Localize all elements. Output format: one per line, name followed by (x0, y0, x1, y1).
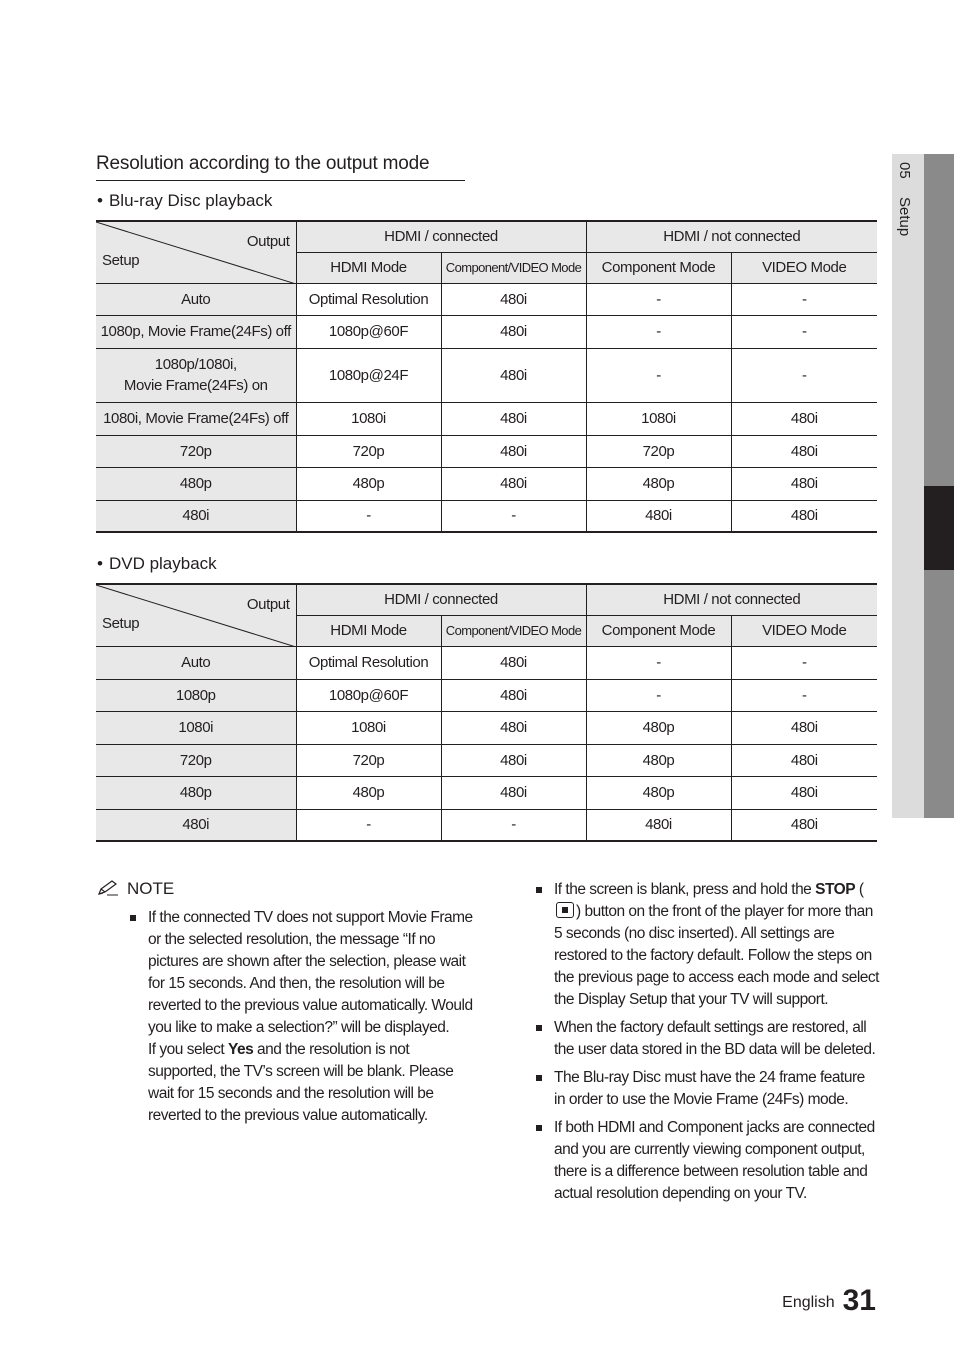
sub-header-component-video-mode: Component/VIDEO Mode (441, 252, 586, 283)
note-text-part: If the screen is blank, press and hold the (554, 881, 816, 898)
note-item: When the factory default settings are restored, all the user data stored in the BD data will be deleted. (536, 1017, 879, 1061)
hdmi-mode-cell: 720p (296, 435, 441, 467)
hdmi-mode-cell: - (296, 809, 441, 841)
note-text: If the connected TV does not support Movie Frame or the selected resolution, the message “If no pictures are shown after the selection, please wait for 15 seconds. And then, the resolution will be reverted to the previous value automatically. Would you like to make a selection?” will be displayed. (148, 909, 473, 1036)
setup-cell: 1080i (96, 711, 296, 744)
video-mode-cell: - (731, 348, 877, 402)
component-mode-cell: 480p (586, 467, 731, 500)
table-row (96, 467, 877, 500)
setup-cell: 480i (96, 500, 296, 532)
hdmi-mode-cell: 1080p@60F (296, 315, 441, 348)
component-mode-cell: - (586, 315, 731, 348)
video-mode-cell: 480i (731, 744, 877, 776)
setup-cell: 720p (96, 744, 296, 776)
notes-right-column (536, 879, 879, 1211)
video-mode-cell: - (731, 679, 877, 711)
hdmi-mode-cell: Optimal Resolution (296, 283, 441, 315)
note-item: The Blu-ray Disc must have the 24 frame feature in order to use the Movie Frame (24Fs) mode. (536, 1067, 879, 1111)
note-text-part: button on the front of the player for more than 5 seconds (no disc inserted). All settings are restored to the factory default. Follow the steps on the previous page to access each mode and select the Display Setup that your TV will support. (554, 903, 879, 1008)
note-text-part: ( (855, 881, 864, 898)
table-row (96, 776, 877, 809)
hdmi-mode-cell: 1080i (296, 402, 441, 435)
component-video-mode-cell: 480i (441, 348, 586, 402)
video-mode-cell: 480i (731, 467, 877, 500)
setup-cell: 480p (96, 776, 296, 809)
note-label: NOTE (127, 879, 175, 898)
notes-left-column (130, 907, 473, 1133)
group-header-hdmi-not-connected: HDMI / not connected (586, 584, 877, 615)
sub-header-video-mode: VIDEO Mode (731, 252, 877, 283)
hdmi-mode-cell: 1080p@24F (296, 348, 441, 402)
hdmi-mode-cell: 1080i (296, 711, 441, 744)
bluray-resolution-table (96, 220, 877, 533)
hdmi-mode-cell: 480p (296, 776, 441, 809)
chapter-title: Setup (896, 196, 913, 237)
video-mode-cell: 480i (731, 711, 877, 744)
setup-cell: 1080i, Movie Frame(24Fs) off (96, 402, 296, 435)
sub-header-video-mode: VIDEO Mode (731, 615, 877, 646)
hdmi-mode-cell: - (296, 500, 441, 532)
note-text-part: and the resolution is not supported, the TV’s screen will be blank. Please wait for 15 seconds and the resolution will be reverted to the previous value automatically. (148, 1041, 454, 1124)
bluray-heading-text: Blu-ray Disc playback (108, 191, 273, 210)
component-video-mode-cell: - (441, 500, 586, 532)
video-mode-cell: - (731, 283, 877, 315)
hdmi-mode-cell: Optimal Resolution (296, 646, 441, 679)
setup-cell: 1080p, Movie Frame(24Fs) off (96, 315, 296, 348)
corner-output-label: Output (246, 233, 290, 250)
component-video-mode-cell: 480i (441, 679, 586, 711)
side-tab-strip (924, 154, 954, 818)
table-row (96, 402, 877, 435)
component-mode-cell: 480p (586, 744, 731, 776)
bluray-heading (97, 191, 272, 211)
setup-cell: 1080p/1080i, Movie Frame(24Fs) on (96, 348, 296, 402)
table-row (96, 711, 877, 744)
component-mode-cell: 480p (586, 776, 731, 809)
note-text-part: ) (576, 903, 581, 920)
corner-setup-label: Setup (102, 251, 140, 269)
setup-cell: Auto (96, 646, 296, 679)
video-mode-cell: - (731, 315, 877, 348)
note-text (148, 1039, 473, 1127)
component-video-mode-cell: - (441, 809, 586, 841)
setup-cell: Auto (96, 283, 296, 315)
setup-cell: 1080p (96, 679, 296, 711)
component-video-mode-cell: 480i (441, 467, 586, 500)
video-mode-cell: - (731, 646, 877, 679)
corner-output-label: Output (246, 596, 290, 613)
stop-button-icon (556, 902, 574, 918)
note-item: If both HDMI and Component jacks are connected and you are currently viewing component output, there is a difference between resolution table and actual resolution depending on your TV. (536, 1117, 879, 1205)
sub-header-component-mode: Component Mode (586, 252, 731, 283)
table-row (96, 744, 877, 776)
section-title: Resolution according to the output mode (96, 153, 465, 181)
video-mode-cell: 480i (731, 435, 877, 467)
component-video-mode-cell: 480i (441, 283, 586, 315)
component-mode-cell: 1080i (586, 402, 731, 435)
bluray-table-body (96, 283, 877, 532)
component-mode-cell: - (586, 283, 731, 315)
component-mode-cell: 480i (586, 809, 731, 841)
dvd-heading (97, 554, 217, 574)
table-row (96, 646, 877, 679)
dvd-heading-text: DVD playback (108, 554, 217, 573)
table-row (96, 348, 877, 402)
footer-language: English (782, 1294, 835, 1311)
note-text-part: If you select (148, 1041, 229, 1058)
pencil-note-icon (97, 880, 121, 901)
setup-cell: 480i (96, 809, 296, 841)
dvd-resolution-table (96, 583, 877, 842)
video-mode-cell: 480i (731, 500, 877, 532)
chapter-number: 05 (896, 162, 913, 179)
hdmi-mode-cell: 1080p@60F (296, 679, 441, 711)
video-mode-cell: 480i (731, 776, 877, 809)
table-corner-header (96, 584, 296, 646)
side-tab-label (896, 162, 913, 250)
group-header-hdmi-connected: HDMI / connected (296, 584, 586, 615)
group-header-hdmi-not-connected: HDMI / not connected (586, 221, 877, 252)
component-video-mode-cell: 480i (441, 776, 586, 809)
table-corner-header (96, 221, 296, 283)
group-header-hdmi-connected: HDMI / connected (296, 221, 586, 252)
yes-keyword: Yes (228, 1041, 254, 1058)
component-video-mode-cell: 480i (441, 315, 586, 348)
page-footer (782, 1284, 876, 1318)
setup-cell: 480p (96, 467, 296, 500)
setup-cell: 720p (96, 435, 296, 467)
hdmi-mode-cell: 480p (296, 467, 441, 500)
component-video-mode-cell: 480i (441, 402, 586, 435)
table-row (96, 283, 877, 315)
sub-header-hdmi-mode: HDMI Mode (296, 252, 441, 283)
table-row (96, 315, 877, 348)
side-tab-active-marker (924, 486, 954, 570)
video-mode-cell: 480i (731, 809, 877, 841)
sub-header-hdmi-mode: HDMI Mode (296, 615, 441, 646)
hdmi-mode-cell: 720p (296, 744, 441, 776)
component-mode-cell: - (586, 679, 731, 711)
sub-header-component-video-mode: Component/VIDEO Mode (441, 615, 586, 646)
component-mode-cell: - (586, 646, 731, 679)
table-row (96, 500, 877, 532)
component-mode-cell: 480p (586, 711, 731, 744)
component-video-mode-cell: 480i (441, 435, 586, 467)
table-row (96, 435, 877, 467)
component-mode-cell: 720p (586, 435, 731, 467)
note-heading (97, 879, 174, 901)
note-item (536, 879, 879, 1011)
bullet-dot: • (97, 554, 103, 573)
stop-keyword: STOP (815, 881, 856, 898)
table-row (96, 809, 877, 841)
component-video-mode-cell: 480i (441, 711, 586, 744)
page-number: 31 (842, 1284, 876, 1317)
bullet-dot: • (97, 191, 103, 210)
component-mode-cell: 480i (586, 500, 731, 532)
corner-setup-label: Setup (102, 614, 140, 632)
dvd-table-body (96, 646, 877, 841)
component-mode-cell: - (586, 348, 731, 402)
component-video-mode-cell: 480i (441, 744, 586, 776)
table-row (96, 679, 877, 711)
component-video-mode-cell: 480i (441, 646, 586, 679)
note-item (130, 907, 473, 1127)
video-mode-cell: 480i (731, 402, 877, 435)
sub-header-component-mode: Component Mode (586, 615, 731, 646)
